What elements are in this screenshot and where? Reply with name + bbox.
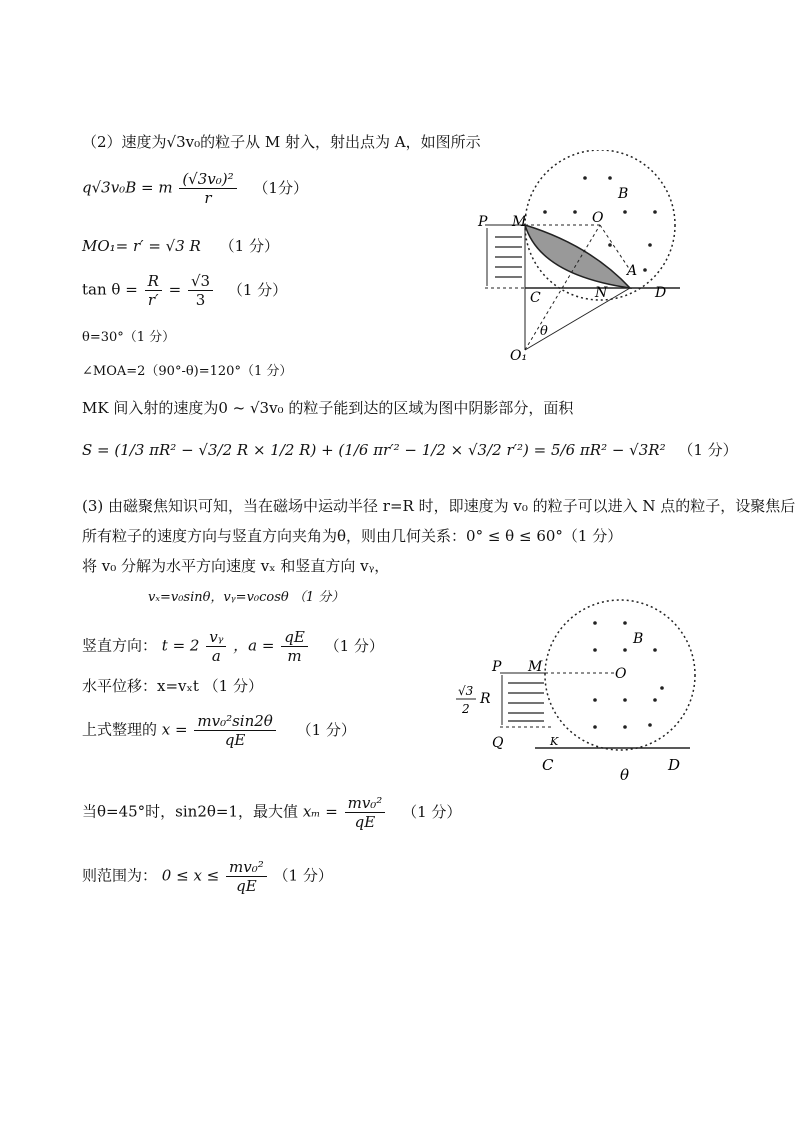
eq3-den2: 3 xyxy=(195,291,206,309)
fig2-field-dots xyxy=(593,621,664,729)
eq1 xyxy=(82,170,308,207)
fig2-label-theta: θ xyxy=(620,766,630,784)
fig2-arrows xyxy=(508,683,544,721)
area-formula-line xyxy=(82,440,738,460)
fig1-label-O: O xyxy=(592,210,604,226)
figure2-diagram xyxy=(450,585,700,800)
xm-frac xyxy=(345,794,386,831)
fig2-label-O: O xyxy=(615,666,627,682)
range-eq xyxy=(82,858,333,895)
eq3: tan θ = $\frac{R}{r'}$ = $\frac{√3}{3}$ （1 分） xyxy=(82,272,288,309)
t-frac xyxy=(206,628,226,665)
range-num: mv₀² xyxy=(226,858,267,877)
eq3-frac2 xyxy=(188,272,213,309)
part3-line2: 所有粒子的速度方向与竖直方向夹角为θ，则由几何关系：0° ≤ θ ≤ 60°（1 分） xyxy=(82,527,623,545)
area-formula: S = (1/3 πR² − √3/2 R × 1/2 R) + (1/6 πr′² − 1/2 × √3/2 r′²) = 5/6 πR² − √3R² xyxy=(82,441,666,459)
fig2-label-K: K xyxy=(550,735,559,748)
t-den: a xyxy=(211,647,221,665)
t-num: vᵧ xyxy=(206,628,226,647)
range-text: 则范围为： xyxy=(82,866,158,885)
horizontal-line: 水平位移：x=vₓt （1 分） xyxy=(82,677,263,695)
fig1-label-N: N xyxy=(595,285,608,301)
x-lhs: x = xyxy=(161,720,188,739)
fig2-label-M: M xyxy=(528,659,543,675)
fig1-label-O1: O₁ xyxy=(510,348,528,364)
eq3-lhs: tan θ = xyxy=(82,280,138,299)
x-frac xyxy=(194,712,275,749)
xm-num: mv₀² xyxy=(345,794,386,813)
eq2-score: （1 分） xyxy=(219,237,279,255)
fig2-label-R-den: 2 xyxy=(462,702,470,716)
t-lhs: t = 2 xyxy=(161,636,200,655)
eq5: ∠MOA=2（90°-θ)=120°（1 分） xyxy=(82,364,293,379)
eq1-den: r xyxy=(204,189,212,207)
fig1-shaded-region xyxy=(525,225,630,288)
max-text: 当θ=45°时，sin2θ=1，最大值 xyxy=(82,802,299,821)
eq3-frac1 xyxy=(145,272,162,309)
fig2-label-D: D xyxy=(668,756,681,774)
eq1-fraction xyxy=(179,170,236,207)
eq3-score: （1 分） xyxy=(227,280,288,299)
arrange-eq xyxy=(82,712,356,749)
range-frac xyxy=(226,858,267,895)
xm-lhs: xₘ = xyxy=(302,802,338,821)
xm-den: qE xyxy=(354,813,376,831)
fig1-line-OA xyxy=(600,225,630,270)
vertical-eq xyxy=(82,628,384,665)
a-lhs: ，a = xyxy=(233,636,275,655)
eq3-den1: r′ xyxy=(147,291,159,309)
range-den: qE xyxy=(236,877,257,895)
eq2-text: MO₁= r′ = √3 R xyxy=(82,237,201,255)
fig2-label-P: P xyxy=(492,659,502,675)
range-lhs: 0 ≤ x ≤ xyxy=(161,866,220,885)
max-eq xyxy=(82,794,461,831)
x-num: mv₀²sin2θ xyxy=(194,712,275,731)
arrange-label: 上式整理的 xyxy=(82,720,158,739)
fig1-label-A: A xyxy=(627,263,638,279)
eq4: θ=30°（1 分） xyxy=(82,330,176,345)
fig1-label-C: C xyxy=(530,290,541,306)
fig1-label-P: P xyxy=(478,214,488,230)
fig2-label-R: R xyxy=(480,691,491,707)
figure1-diagram xyxy=(470,150,690,365)
area-score: （1 分） xyxy=(678,441,738,459)
part3-line3: 将 v₀ 分解为水平方向速度 vₓ 和竖直方向 vᵧ， xyxy=(82,557,390,575)
range-score: （1 分） xyxy=(273,866,333,885)
fig2-label-C: C xyxy=(542,756,554,774)
fig2-label-R-num: √3 xyxy=(458,684,474,698)
xm-score: （1 分） xyxy=(402,802,462,821)
eq1-num: (√3v₀)² xyxy=(179,170,236,189)
fig1-label-theta: θ xyxy=(540,324,548,339)
fig1-arrows xyxy=(495,237,522,277)
part2-intro: （2）速度为√3v₀的粒子从 M 射入，射出点为 A，如图所示 xyxy=(82,133,481,151)
a-den: m xyxy=(287,647,302,665)
vertical-label: 竖直方向： xyxy=(82,636,158,655)
fig1-label-B: B xyxy=(618,186,629,202)
fig1-label-D: D xyxy=(655,285,667,301)
eq1-score: （1分） xyxy=(253,178,308,197)
fig1-label-M: M xyxy=(512,214,527,230)
eq2 xyxy=(82,236,279,256)
part3-line4: vₓ=v₀sinθ，vᵧ=v₀cosθ （1 分） xyxy=(148,590,345,605)
area-text: MK 间入射的速度为0 ~ √3v₀ 的粒子能到达的区域为图中阴影部分，面积 xyxy=(82,399,574,417)
va-score: （1 分） xyxy=(324,636,384,655)
a-num: qE xyxy=(281,628,308,647)
fig2-label-B: B xyxy=(633,631,644,647)
a-frac xyxy=(281,628,308,665)
part3-line1: (3) 由磁聚焦知识可知，当在磁场中运动半径 r=R 时，即速度为 v₀ 的粒子可以进入 N 点的粒子，设聚焦后 xyxy=(82,497,796,515)
x-score: （1 分） xyxy=(296,720,356,739)
eq3-num1: R xyxy=(145,272,162,291)
x-den: qE xyxy=(224,731,246,749)
eq3-num2: √3 xyxy=(188,272,213,291)
fig2-label-Q: Q xyxy=(492,735,504,751)
eq1-lhs: q√3v₀B = m xyxy=(82,178,173,197)
